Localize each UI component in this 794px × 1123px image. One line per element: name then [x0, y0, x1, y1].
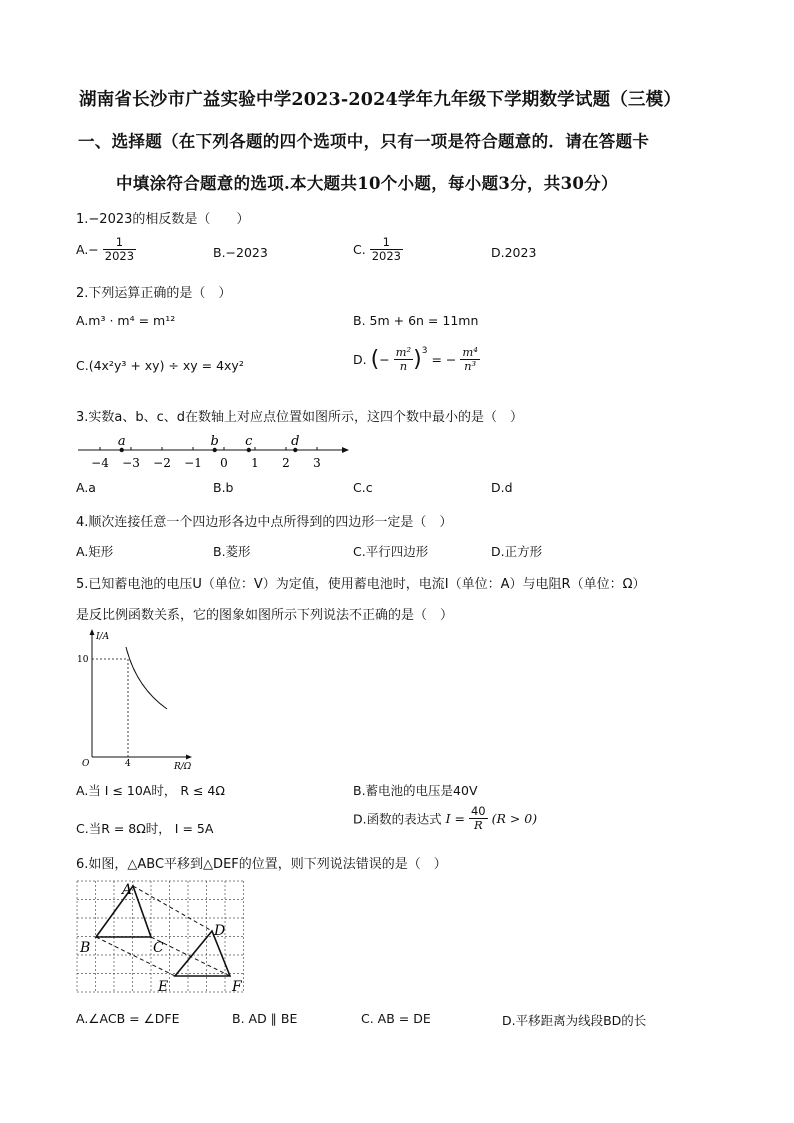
label-D: D — [214, 923, 226, 939]
q5-option-d-domain: (R > 0) — [491, 811, 538, 827]
q4-option-b: B.菱形 — [213, 544, 251, 559]
q5-option-d-denominator: R — [473, 818, 483, 833]
number-line-tick-label: 0 — [220, 456, 228, 470]
q2-option-c: C.(4x²y³ + xy) ÷ xy = 4xy² — [76, 358, 244, 373]
q1-option-a — [76, 236, 136, 263]
graph-curve — [126, 647, 167, 709]
q3-stem: 3.实数a、b、c、d在数轴上对应点位置如图所示，这四个数中最小的是（ ） — [76, 410, 524, 425]
q5-stem-line2: 是反比例函数关系，它的图象如图所示下列说法不正确的是（ ） — [76, 608, 454, 623]
number-line-arrow — [342, 447, 349, 453]
q4-option-a: A.矩形 — [76, 544, 114, 559]
q2-option-d-open-paren: ( — [370, 347, 380, 373]
q2-option-d-lhs-fraction — [394, 346, 414, 373]
q5-option-d-numerator: 40 — [470, 804, 486, 818]
graph-x-arrow — [186, 755, 192, 760]
graph-y-tick-label: 10 — [77, 655, 89, 665]
graph-y-arrow — [90, 629, 95, 635]
section-header-line2: 中填涂符合题意的选项.本大题共10个小题，每小题3分，共30分） — [116, 174, 618, 193]
q2-option-d-lhs-denominator: n — [399, 359, 408, 374]
section-header-line1: 一、选择题（在下列各题的四个选项中，只有一项是符合题意的．请在答题卡 — [78, 132, 650, 151]
number-line-tick-label: −2 — [153, 456, 171, 470]
q6-option-a: A.∠ACB = ∠DFE — [76, 1011, 180, 1026]
q2-option-d-equals: = − — [431, 352, 457, 368]
q5-option-a: A.当 I ≤ 10A时， R ≤ 4Ω — [76, 783, 225, 798]
number-line-tick-label: 2 — [282, 456, 290, 470]
q1-option-a-prefix: A.− — [76, 242, 99, 258]
q1-option-c-numerator: 1 — [370, 236, 403, 250]
page-title: 湖南省长沙市广益实验中学2023-2024学年九年级下学期数学试题（三模） — [79, 90, 682, 110]
q1-option-a-numerator: 1 — [103, 236, 136, 250]
q2-option-d-lhs-numerator: m² — [395, 345, 412, 359]
label-B: B — [80, 940, 91, 956]
q1-option-d: D.2023 — [491, 245, 537, 260]
number-line-point-label-d: d — [291, 434, 300, 449]
q3-option-a: A.a — [76, 480, 96, 495]
segment-AD — [133, 886, 212, 931]
number-line-tick-label: −4 — [91, 456, 109, 470]
q2-option-d-rhs-numerator: m⁴ — [462, 345, 478, 359]
label-A: A — [122, 882, 133, 898]
q6-option-b: B. AD ∥ BE — [232, 1011, 298, 1026]
q2-option-d-prefix: D. — [353, 352, 367, 368]
q6-stem: 6.如图，△ABC平移到△DEF的位置，则下列说法错误的是（ ） — [76, 857, 447, 872]
q4-option-c: C.平行四边形 — [353, 544, 429, 559]
q1-option-a-denominator: 2023 — [104, 249, 135, 264]
q3-option-c: C.c — [353, 480, 373, 495]
graph-x-label: R/Ω — [174, 762, 192, 772]
q5-option-d-fraction — [469, 805, 488, 832]
q2-option-d-close-paren: ) — [413, 347, 422, 373]
q1-option-c — [353, 236, 403, 263]
number-line-tick-label: 1 — [251, 456, 259, 470]
number-line-tick-label: −1 — [184, 456, 202, 470]
q2-option-d-rhs-denominator: n³ — [464, 359, 477, 374]
label-C: C — [153, 940, 164, 956]
q5-option-d-lhs: I = — [445, 811, 465, 827]
q5-option-c: C.当R = 8Ω时， I = 5A — [76, 821, 214, 836]
q5-option-b: B.蓄电池的电压是40V — [353, 783, 478, 798]
q2-option-d-rhs-fraction — [460, 346, 480, 373]
q6-option-d: D.平移距离为线段BD的长 — [502, 1013, 647, 1028]
graph-y-label: I/A — [96, 632, 110, 642]
number-line-point-label-b: b — [210, 434, 219, 449]
q1-option-c-denominator: 2023 — [371, 249, 401, 264]
q4-stem: 4.顺次连接任意一个四边形各边中点所得到的四边形一定是（ ） — [76, 515, 453, 530]
q3-number-line — [72, 430, 352, 472]
q2-option-b: B. 5m + 6n = 11mn — [353, 313, 479, 328]
q1-option-c-fraction — [370, 236, 403, 263]
q3-option-b: B.b — [213, 480, 234, 495]
label-E: E — [158, 979, 169, 995]
q3-option-d: D.d — [491, 480, 513, 495]
q5-stem-line1: 5.已知蓄电池的电压U（单位：V）为定值，使用蓄电池时，电流I（单位：A）与电阻R（单位：Ω） — [76, 577, 646, 592]
q1-option-c-prefix: C. — [353, 242, 366, 258]
q1-option-b: B.−2023 — [213, 245, 268, 260]
label-F: F — [232, 979, 242, 995]
q4-option-d: D.正方形 — [491, 544, 543, 559]
q1-stem: 1.−2023的相反数是（ ） — [76, 212, 250, 227]
number-line-tick-label: 3 — [313, 456, 321, 470]
q5-graph — [70, 625, 200, 775]
q2-stem: 2.下列运算正确的是（ ） — [76, 286, 232, 301]
number-line-point-label-c: c — [245, 434, 253, 449]
q1-option-a-fraction — [103, 236, 136, 263]
q5-option-d-prefix: D.函数的表达式 — [353, 811, 442, 827]
number-line-point-label-a: a — [117, 434, 126, 449]
number-line-tick-label: −3 — [122, 456, 140, 470]
graph-origin-label: O — [82, 759, 90, 769]
q2-option-a: A.m³ · m⁴ = m¹² — [76, 313, 176, 328]
q5-option-d — [353, 805, 537, 832]
q6-option-c: C. AB = DE — [361, 1011, 431, 1026]
graph-x-tick-label: 4 — [125, 759, 131, 769]
q6-grid-figure — [74, 878, 254, 1000]
q2-option-d: D. (− $\frac{\text{m²}}{n}$ )$^3$ = − $\frac{\text{m⁴}}{\text{n³}}$ — [353, 345, 478, 374]
